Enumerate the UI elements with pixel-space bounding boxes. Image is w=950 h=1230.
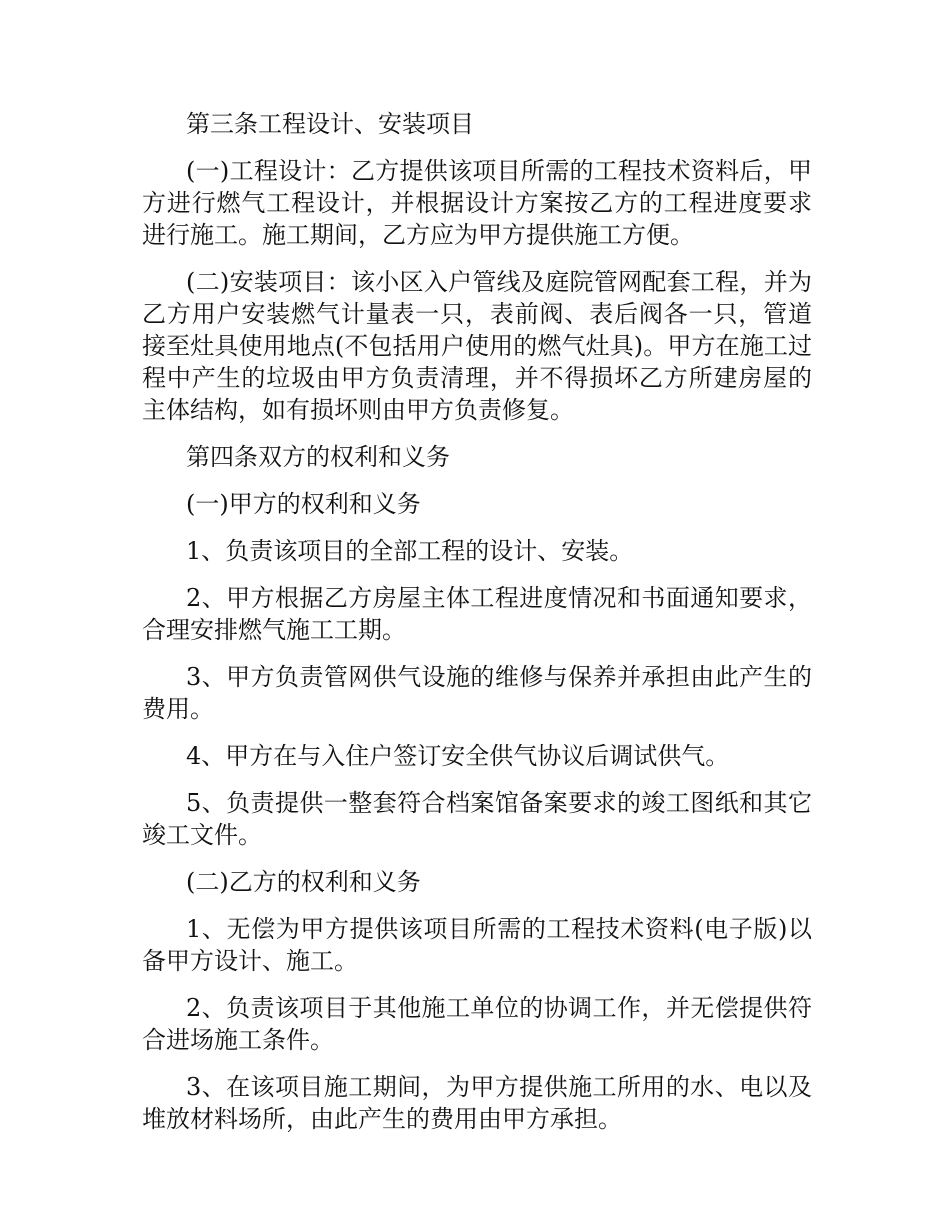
party-a-item-5: 5、负责提供一整套符合档案馆备案要求的竣工图纸和其它竣工文件。	[142, 789, 812, 849]
subheading-party-a-rights: (一)甲方的权利和义务	[186, 490, 421, 518]
party-b-item-1: 1、无偿为甲方提供该项目所需的工程技术资料(电子版)以备甲方设计、施工。	[142, 915, 812, 975]
party-a-item-1: 1、负责该项目的全部工程的设计、安装。	[186, 537, 634, 565]
party-a-item-3: 3、甲方负责管网供气设施的维修与保养并承担由此产生的费用。	[142, 663, 812, 723]
document-body	[142, 108, 812, 1150]
party-a-item-2: 2、甲方根据乙方房屋主体工程进度情况和书面通知要求，合理安排燃气施工工期。	[142, 584, 812, 644]
party-b-item-2: 2、负责该项目于其他施工单位的协调工作，并无偿提供符合进场施工条件。	[142, 994, 812, 1054]
party-b-item-3: 3、在该项目施工期间，为甲方提供施工所用的水、电以及堆放材料场所，由此产生的费用由甲方承担。	[142, 1073, 812, 1133]
heading-article-4: 第四条双方的权利和义务	[186, 443, 450, 471]
paragraph-installation-items: (二)安装项目：该小区入户管线及庭院管网配套工程，并为乙方用户安装燃气计量表一只，表前阀、表后阀各一只，管道接至灶具使用地点(不包括用户使用的燃气灶具)。甲方在施工过程中产生的垃圾由甲方负责清理，并不得损坏乙方所建房屋的主体结构，如有损坏则由甲方负责修复。	[142, 268, 812, 424]
subheading-party-b-rights: (二)乙方的权利和义务	[186, 868, 421, 896]
paragraph-engineering-design: (一)工程设计：乙方提供该项目所需的工程技术资料后，甲方进行燃气工程设计，并根据设计方案按乙方的工程进度要求进行施工。施工期间，乙方应为甲方提供施工方便。	[142, 157, 812, 249]
party-a-item-4: 4、甲方在与入住户签订安全供气协议后调试供气。	[186, 742, 730, 770]
heading-article-3: 第三条工程设计、安装项目	[186, 110, 474, 138]
